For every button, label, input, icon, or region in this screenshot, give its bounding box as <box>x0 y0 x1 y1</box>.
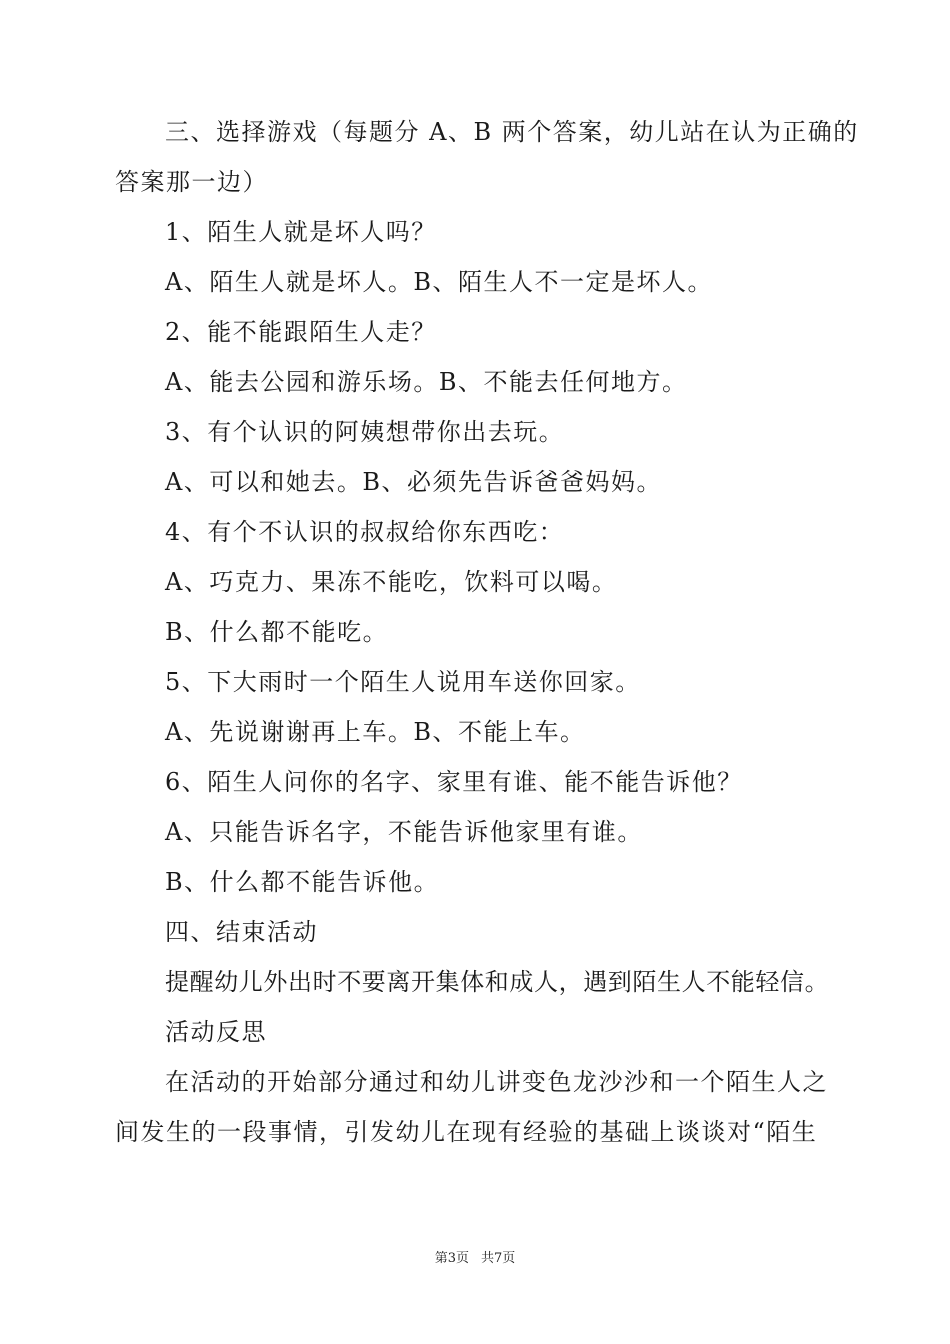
question-1: 1、陌生人就是坏人吗？ <box>165 218 437 246</box>
paragraph-reflection-line-1: 在活动的开始部分通过和幼儿讲变色龙沙沙和一个陌生人之 <box>165 1068 828 1096</box>
page-number-total: 共7页 <box>481 1251 516 1266</box>
question-3: 3、有个认识的阿姨想带你出去玩。 <box>165 418 565 446</box>
page-footer <box>0 1247 950 1266</box>
answer-1: A、陌生人就是坏人。B、陌生人不一定是坏人。 <box>165 268 713 296</box>
answer-6a: A、只能告诉名字，不能告诉他家里有谁。 <box>165 818 643 846</box>
question-5: 5、下大雨时一个陌生人说用车送你回家。 <box>165 668 641 696</box>
question-2: 2、能不能跟陌生人走？ <box>165 318 437 346</box>
answer-4a: A、巧克力、果冻不能吃，饮料可以喝。 <box>165 568 618 596</box>
section-heading-selection-game: 三、选择游戏（每题分 A、B 两个答案，幼儿站在认为正确的 <box>165 118 859 146</box>
answer-2: A、能去公园和游乐场。B、不能去任何地方。 <box>165 368 688 396</box>
answer-3: A、可以和她去。B、必须先告诉爸爸妈妈。 <box>165 468 662 496</box>
section-heading-end-activity: 四、结束活动 <box>165 918 318 946</box>
paragraph-line: 答案那一边） <box>115 168 268 196</box>
section-heading-reflection: 活动反思 <box>165 1018 267 1046</box>
question-4: 4、有个不认识的叔叔给你东西吃： <box>165 518 565 546</box>
answer-4b: B、什么都不能吃。 <box>165 618 389 646</box>
page-number-current: 第3页 <box>434 1251 469 1266</box>
paragraph-reminder: 提醒幼儿外出时不要离开集体和成人，遇到陌生人不能轻信。 <box>165 968 830 996</box>
question-6: 6、陌生人问你的名字、家里有谁、能不能告诉他？ <box>165 768 743 796</box>
paragraph-reflection-line-2: 间发生的一段事情，引发幼儿在现有经验的基础上谈谈对“陌生 <box>115 1118 818 1146</box>
answer-6b: B、什么都不能告诉他。 <box>165 868 440 896</box>
answer-5: A、先说谢谢再上车。B、不能上车。 <box>165 718 586 746</box>
